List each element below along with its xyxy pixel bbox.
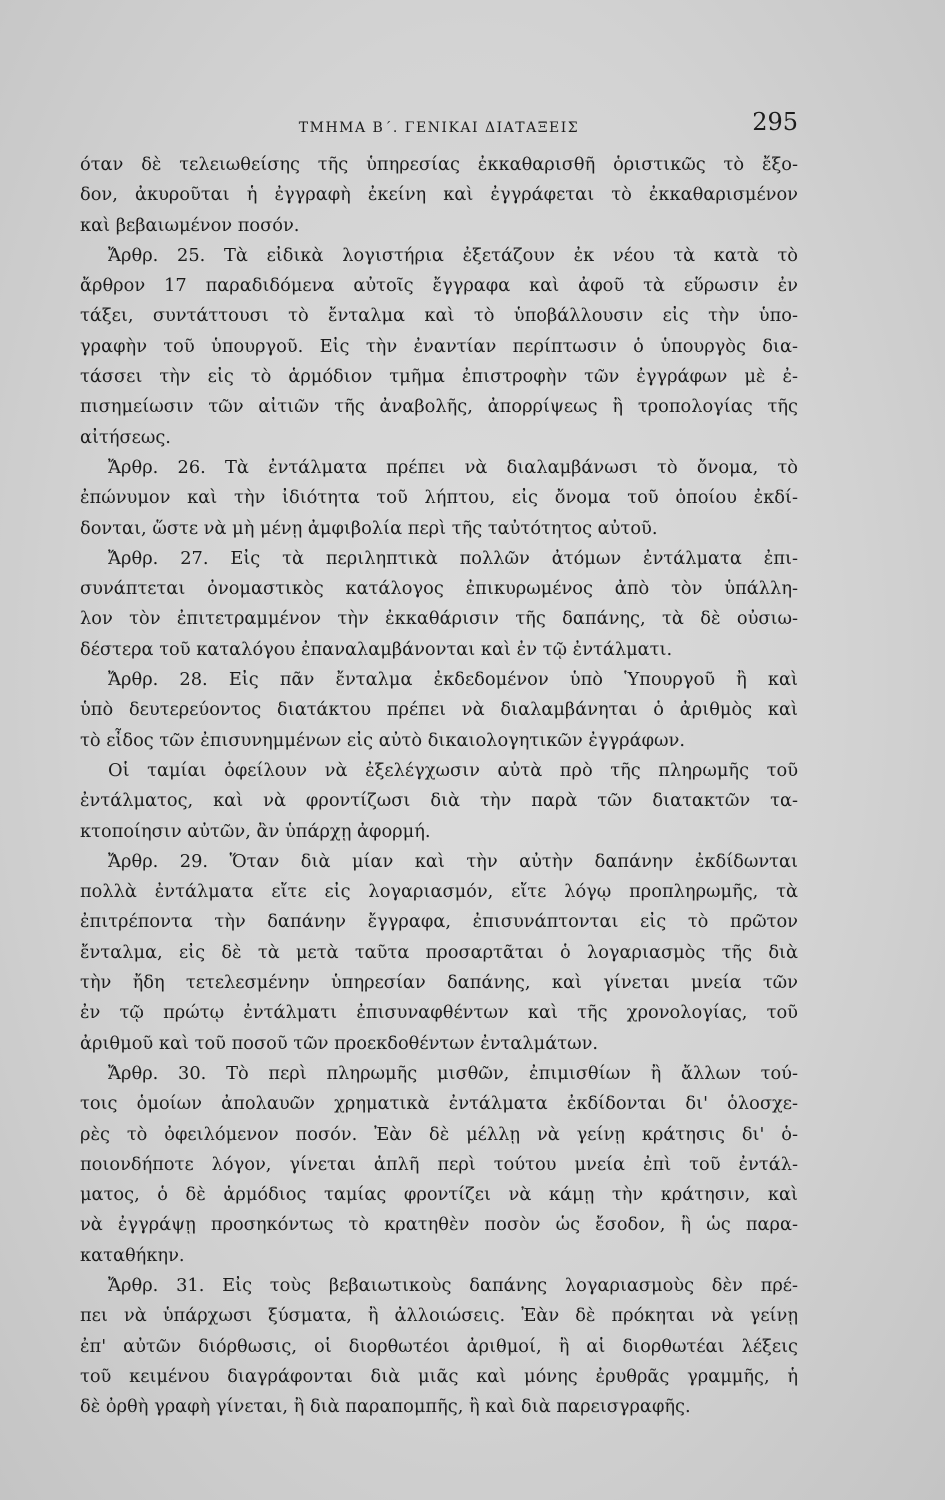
text-line: ἐπ' αὐτῶν διόρθωσις, οἱ διορθωτέοι ἀριθμοί, ἢ αἱ διορθωτέαι λέξεις — [80, 1335, 798, 1357]
text-line: πισημείωσιν τῶν αἰτιῶν τῆς ἀναβολῆς, ἀπορρίψεως ἢ τροπολογίας τῆς — [80, 396, 798, 418]
article-31-start: Ἄρθρ. 31. Εἰς τοὺς βεβαιωτικοὺς δαπάνης λογαριασμοὺς δὲν πρέ- — [108, 1274, 798, 1296]
text-line: πει νὰ ὑπάρχωσι ξύσματα, ἢ ἀλλοιώσεις. Ἐὰν δὲ πρόκηται νὰ γείνῃ — [80, 1305, 798, 1327]
text-line: ἄρθρον 17 παραδιδόμενα αὐτοῖς ἔγγραφα καὶ ἀφοῦ τὰ εὕρωσιν ἐν — [80, 275, 798, 297]
article-28-start: Ἄρθρ. 28. Εἰς πᾶν ἔνταλμα ἐκδεδομένον ὑπὸ Ὑπουργοῦ ἢ καὶ — [108, 669, 798, 691]
text-line: ἐντάλματος, καὶ νὰ φροντίζωσι διὰ τὴν παρὰ τῶν διατακτῶν τα- — [80, 790, 798, 812]
text-line: καταθήκην. — [80, 1244, 185, 1266]
text-line: πολλὰ ἐντάλματα εἴτε εἰς λογαριασμόν, εἴτε λόγῳ προπληρωμῆς, τὰ — [80, 881, 798, 903]
text-line: ἀριθμοῦ καὶ τοῦ ποσοῦ τῶν προεκδοθέντων ἐνταλμάτων. — [80, 1032, 599, 1054]
text-line: ρὲς τὸ ὀφειλόμενον ποσόν. Ἐὰν δὲ μέλλῃ νὰ γείνῃ κράτησις δι' ὁ- — [80, 1123, 798, 1145]
text-line: συνάπτεται ὀνομαστικὸς κατάλογος ἐπικυρωμένος ἀπὸ τὸν ὑπάλλη- — [80, 578, 798, 600]
text-line: δὲ ὀρθὴ γραφὴ γίνεται, ἢ διὰ παραπομπῆς, ἢ καὶ διὰ παρεισγραφῆς. — [80, 1396, 691, 1418]
text-line: νὰ ἐγγράψῃ προσηκόντως τὸ κρατηθὲν ποσὸν ὡς ἔσοδον, ἢ ὡς παρα- — [80, 1214, 798, 1236]
text-line: ἔνταλμα, εἰς δὲ τὰ μετὰ ταῦτα προσαρτᾶται ὁ λογαριασμὸς τῆς διὰ — [80, 941, 798, 963]
page-header — [80, 108, 798, 148]
article-26-start: Ἄρθρ. 26. Τὰ ἐντάλματα πρέπει νὰ διαλαμβάνωσι τὸ ὄνομα, τὸ — [108, 456, 798, 478]
article-25-start: Ἄρθρ. 25. Τὰ εἰδικὰ λογιστήρια ἐξετάζουν ἐκ νέου τὰ κατὰ τὸ — [108, 244, 798, 266]
page-number: 295 — [752, 108, 798, 136]
text-line: δον, ἀκυροῦται ἡ ἐγγραφὴ ἐκείνη καὶ ἐγγράφεται τὸ ἐκκαθαρισμένον — [80, 184, 798, 206]
text-line: τοις ὁμοίων ἀπολαυῶν χρηματικὰ ἐντάλματα ἐκδίδονται δι' ὁλοσχε- — [80, 1093, 798, 1115]
running-head: ΤΜΗΜΑ Β΄. ΓΕΝΙΚΑΙ ΔΙΑΤΑΞΕΙΣ — [298, 120, 580, 136]
text-line: όταν δὲ τελειωθείσης τῆς ὑπηρεσίας ἐκκαθαρισθῆ ὁριστικῶς τὸ ἔξο- — [80, 154, 798, 175]
text-line: αἰτήσεως. — [80, 426, 171, 448]
text-line: ποιονδήποτε λόγον, γίνεται ἁπλῆ περὶ τούτου μνεία ἐπὶ τοῦ ἐντάλ- — [80, 1153, 798, 1175]
text-line: τοῦ κειμένου διαγράφονται διὰ μιᾶς καὶ μόνης ἐρυθρᾶς γραμμῆς, ἡ — [80, 1365, 798, 1387]
text-line: δέστερα τοῦ καταλόγου ἐπαναλαμβάνονται καὶ ἐν τῷ ἐντάλματι. — [80, 638, 673, 660]
text-line: καὶ βεβαιωμένον ποσόν. — [80, 214, 300, 236]
text-line: κτοποίησιν αὐτῶν, ἂν ὑπάρχῃ ἀφορμή. — [80, 820, 431, 842]
text-line: λον τὸν ἐπιτετραμμένον τὴν ἐκκαθάρισιν τῆς δαπάνης, τὰ δὲ οὐσιω- — [80, 608, 798, 630]
text-line: ματος, ὁ δὲ ἁρμόδιος ταμίας φροντίζει νὰ κάμῃ τὴν κράτησιν, καὶ — [80, 1184, 798, 1206]
article-27-start: Ἄρθρ. 27. Εἰς τὰ περιληπτικὰ πολλῶν ἀτόμων ἐντάλματα ἐπι- — [108, 547, 798, 569]
text-line: γραφὴν τοῦ ὑπουργοῦ. Εἰς τὴν ἐναντίαν περίπτωσιν ὁ ὑπουργὸς δια- — [80, 335, 798, 357]
text-line: τάξει, συντάττουσι τὸ ἔνταλμα καὶ τὸ ὑποβάλλουσιν εἰς τὴν ὑπο- — [80, 305, 798, 327]
text-line: ἐπιτρέποντα τὴν δαπάνην ἔγγραφα, ἐπισυνάπτονται εἰς τὸ πρῶτον — [80, 911, 798, 933]
text-line: ὑπὸ δευτερεύοντος διατάκτου πρέπει νὰ διαλαμβάνηται ὁ ἀριθμὸς καὶ — [80, 699, 798, 721]
text-line: ἐπώνυμον καὶ τὴν ἰδιότητα τοῦ λήπτου, εἰς ὄνομα τοῦ ὁποίου ἐκδί- — [80, 487, 798, 509]
text-line: ἐν τῷ πρώτῳ ἐντάλματι ἐπισυναφθέντων καὶ τῆς χρονολογίας, τοῦ — [80, 1002, 798, 1024]
article-29-start: Ἄρθρ. 29. Ὅταν διὰ μίαν καὶ τὴν αὐτὴν δαπάνην ἐκδίδωνται — [108, 850, 798, 872]
body-text — [80, 150, 798, 1422]
text-line: τὴν ἤδη τετελεσμένην ὑπηρεσίαν δαπάνης, καὶ γίνεται μνεία τῶν — [80, 972, 798, 994]
text-line: δονται, ὥστε νὰ μὴ μένῃ ἀμφιβολία περὶ τῆς ταὐτότητος αὐτοῦ. — [80, 517, 658, 539]
article-30-start: Ἄρθρ. 30. Τὸ περὶ πληρωμῆς μισθῶν, ἐπιμισθίων ἢ ἄλλων τού- — [108, 1062, 798, 1084]
paragraph-start: Οἱ ταμίαι ὀφείλουν νὰ ἐξελέγχωσιν αὐτὰ πρὸ τῆς πληρωμῆς τοῦ — [108, 759, 798, 781]
text-line: τὸ εἶδος τῶν ἐπισυνημμένων εἰς αὐτὸ δικαιολογητικῶν ἐγγράφων. — [80, 729, 685, 751]
text-line: τάσσει τὴν εἰς τὸ ἁρμόδιον τμῆμα ἐπιστροφὴν τῶν ἐγγράφων μὲ ἐ- — [80, 366, 798, 388]
